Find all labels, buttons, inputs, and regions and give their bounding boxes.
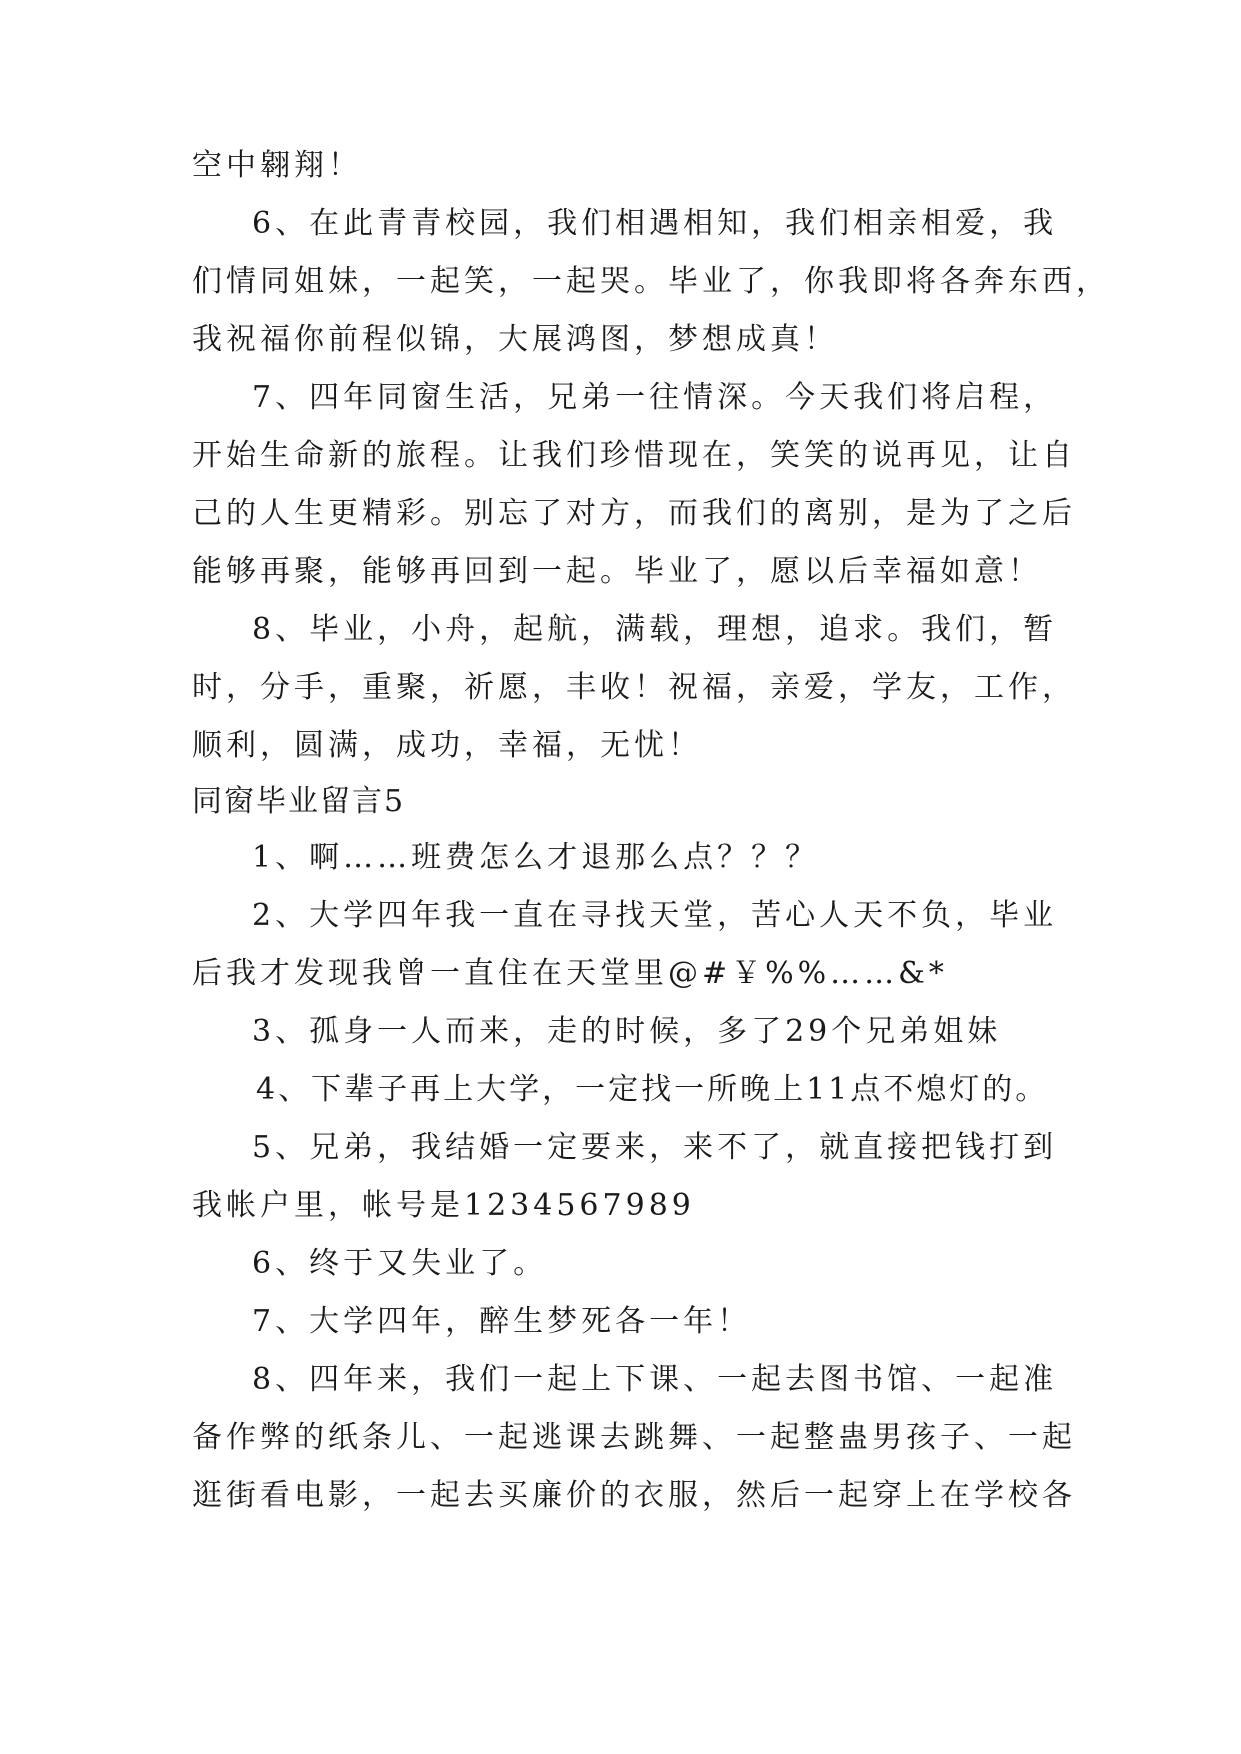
text-line: 逛街看电影，一起去买廉价的衣服，然后一起穿上在学校各 bbox=[192, 1478, 1076, 1513]
text-line: 开始生命新的旅程。让我们珍惜现在，笑笑的说再见，让自 bbox=[192, 438, 1076, 473]
text-line: 2、大学四年我一直在寻找天堂，苦心人天不负，毕业 bbox=[252, 898, 1058, 933]
text-line: 5、兄弟，我结婚一定要来，来不了，就直接把钱打到 bbox=[252, 1130, 1058, 1165]
text-line: 7、大学四年，醉生梦死各一年！ bbox=[252, 1304, 752, 1339]
text-line: 己的人生更精彩。别忘了对方，而我们的离别，是为了之后 bbox=[192, 496, 1076, 531]
text-line: 能够再聚，能够再回到一起。毕业了，愿以后幸福如意！ bbox=[192, 554, 1042, 589]
text-line: 时，分手，重聚，祈愿，丰收！祝福，亲爱，学友，工作， bbox=[192, 670, 1076, 705]
text-line: 1、啊……班费怎么才退那么点？？？ bbox=[252, 840, 820, 875]
text-line: 后我才发现我曾一直住在天堂里@#￥%%……&* bbox=[192, 956, 948, 991]
text-line: 6、终于又失业了。 bbox=[252, 1246, 548, 1281]
text-line: 8、毕业，小舟，起航，满载，理想，追求。我们，暂 bbox=[252, 612, 1058, 647]
text-line: 8、四年来，我们一起上下课、一起去图书馆、一起准 bbox=[252, 1362, 1058, 1397]
text-line: 空中翱翔！ bbox=[192, 148, 362, 183]
text-line: 顺利，圆满，成功，幸福，无忧！ bbox=[192, 728, 702, 763]
text-line: 们情同姐妹，一起笑，一起哭。毕业了，你我即将各奔东西， bbox=[192, 264, 1110, 299]
text-line: 6、在此青青校园，我们相遇相知，我们相亲相爱，我 bbox=[252, 206, 1058, 241]
text-line: 4、下辈子再上大学，一定找一所晚上11点不熄灯的。 bbox=[256, 1072, 1049, 1107]
text-line: 3、孤身一人而来，走的时候，多了29个兄弟姐妹 bbox=[252, 1014, 1002, 1049]
text-line: 我帐户里，帐号是1234567989 bbox=[192, 1188, 695, 1223]
text-line: 我祝福你前程似锦，大展鸿图，梦想成真！ bbox=[192, 322, 838, 357]
text-line: 7、四年同窗生活，兄弟一往情深。今天我们将启程， bbox=[252, 380, 1058, 415]
section-heading: 同窗毕业留言5 bbox=[192, 784, 406, 819]
text-line: 备作弊的纸条儿、一起逃课去跳舞、一起整蛊男孩子、一起 bbox=[192, 1420, 1076, 1455]
